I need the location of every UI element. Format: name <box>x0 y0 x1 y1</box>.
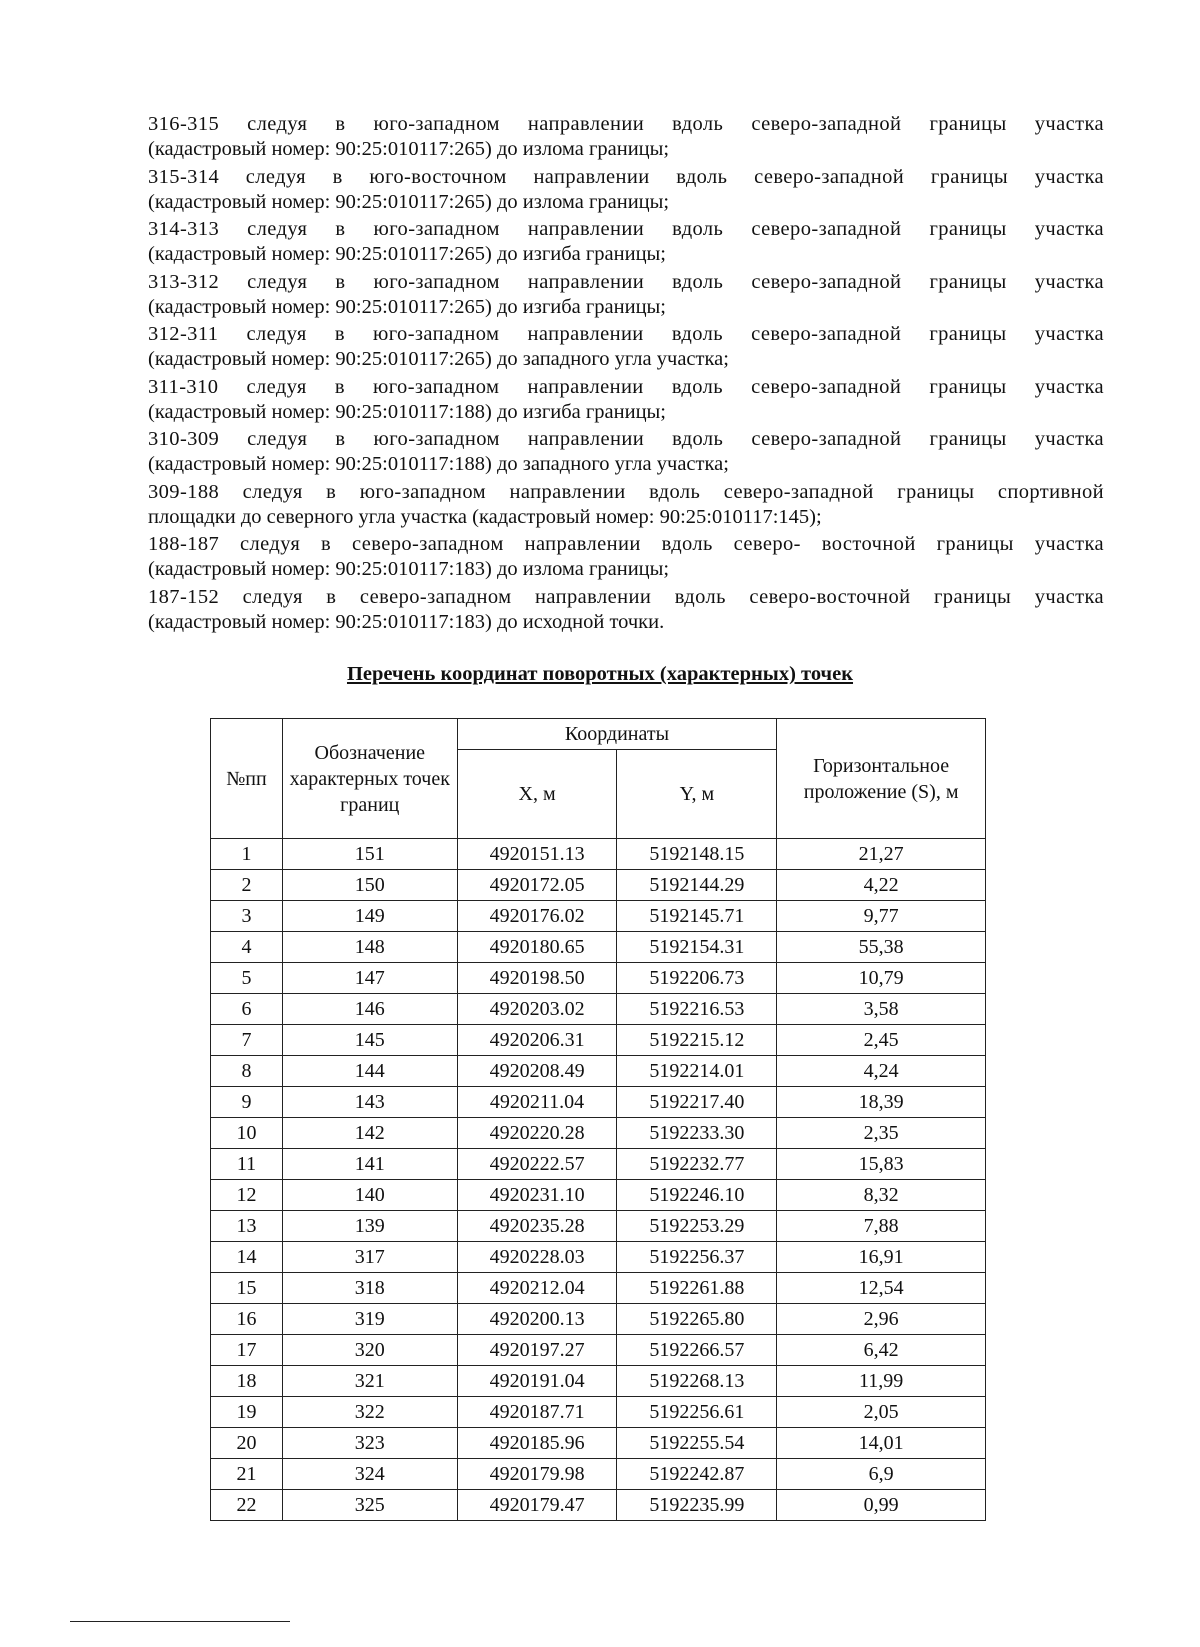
cell-distance: 18,39 <box>777 1087 986 1118</box>
cell-distance: 2,05 <box>777 1397 986 1428</box>
cell-x: 4920235.28 <box>457 1211 617 1242</box>
header-number: №пп <box>211 719 283 839</box>
boundary-paragraph <box>148 480 1104 530</box>
cell-number: 19 <box>211 1397 283 1428</box>
cell-point: 148 <box>282 932 457 963</box>
cell-distance: 55,38 <box>777 932 986 963</box>
table-row <box>211 1087 986 1118</box>
table-row <box>211 1149 986 1180</box>
table-row <box>211 839 986 870</box>
cell-number: 12 <box>211 1180 283 1211</box>
cell-distance: 14,01 <box>777 1428 986 1459</box>
cell-number: 11 <box>211 1149 283 1180</box>
header-x: X, м <box>457 750 617 839</box>
table-row <box>211 1459 986 1490</box>
cell-distance: 2,96 <box>777 1304 986 1335</box>
cell-x: 4920172.05 <box>457 870 617 901</box>
cell-y: 5192246.10 <box>617 1180 777 1211</box>
cell-y: 5192214.01 <box>617 1056 777 1087</box>
cell-number: 22 <box>211 1490 283 1521</box>
cell-number: 8 <box>211 1056 283 1087</box>
paragraph-line: 315-314 следуя в юго-восточном направлении вдоль северо-западной границы участка <box>148 165 1104 188</box>
cell-y: 5192255.54 <box>617 1428 777 1459</box>
table-row <box>211 1490 986 1521</box>
cell-distance: 10,79 <box>777 963 986 994</box>
paragraph-line: 313-312 следуя в юго-западном направлении вдоль северо-западной границы участка <box>148 270 1104 293</box>
cell-x: 4920208.49 <box>457 1056 617 1087</box>
header-coordinates: Координаты <box>457 719 777 750</box>
paragraph-line: (кадастровый номер: 90:25:010117:183) до исходной точки. <box>148 610 665 633</box>
cell-distance: 16,91 <box>777 1242 986 1273</box>
boundary-paragraph <box>148 585 1104 635</box>
table-body <box>211 839 986 1521</box>
table-row <box>211 901 986 932</box>
boundary-description <box>148 112 1104 637</box>
cell-number: 4 <box>211 932 283 963</box>
cell-point: 143 <box>282 1087 457 1118</box>
paragraph-line: 310-309 следуя в юго-западном направлении вдоль северо-западной границы участка <box>148 428 1104 450</box>
cell-number: 10 <box>211 1118 283 1149</box>
cell-point: 141 <box>282 1149 457 1180</box>
table-row <box>211 1397 986 1428</box>
cell-x: 4920185.96 <box>457 1428 617 1459</box>
cell-x: 4920220.28 <box>457 1118 617 1149</box>
paragraph-line: 316-315 следуя в юго-западном направлении вдоль северо-западной границы участка <box>148 113 1104 135</box>
cell-distance: 6,42 <box>777 1335 986 1366</box>
cell-y: 5192148.15 <box>617 839 777 870</box>
cell-distance: 12,54 <box>777 1273 986 1304</box>
cell-x: 4920179.47 <box>457 1490 617 1521</box>
cell-point: 320 <box>282 1335 457 1366</box>
cell-number: 15 <box>211 1273 283 1304</box>
cell-number: 5 <box>211 963 283 994</box>
cell-point: 144 <box>282 1056 457 1087</box>
cell-number: 21 <box>211 1459 283 1490</box>
cell-distance: 4,22 <box>777 870 986 901</box>
table-row <box>211 1118 986 1149</box>
paragraph-line: (кадастровый номер: 90:25:010117:265) до западного угла участка; <box>148 348 729 370</box>
paragraph-line: площадки до северного угла участка (кадастровый номер: 90:25:010117:145); <box>148 505 822 528</box>
cell-y: 5192233.30 <box>617 1118 777 1149</box>
paragraph-line: (кадастровый номер: 90:25:010117:183) до излома границы; <box>148 558 670 580</box>
paragraph-line: 314-313 следуя в юго-западном направлении вдоль северо-западной границы участка <box>148 218 1104 240</box>
cell-distance: 2,35 <box>777 1118 986 1149</box>
cell-x: 4920212.04 <box>457 1273 617 1304</box>
boundary-paragraph <box>148 532 1104 582</box>
cell-y: 5192145.71 <box>617 901 777 932</box>
cell-number: 20 <box>211 1428 283 1459</box>
cell-x: 4920180.65 <box>457 932 617 963</box>
cell-point: 139 <box>282 1211 457 1242</box>
cell-x: 4920200.13 <box>457 1304 617 1335</box>
cell-y: 5192268.13 <box>617 1366 777 1397</box>
table-row <box>211 1304 986 1335</box>
cell-point: 140 <box>282 1180 457 1211</box>
table-row <box>211 1428 986 1459</box>
cell-number: 18 <box>211 1366 283 1397</box>
cell-y: 5192217.40 <box>617 1087 777 1118</box>
header-y: Y, м <box>617 750 777 839</box>
table-row <box>211 963 986 994</box>
cell-y: 5192232.77 <box>617 1149 777 1180</box>
paragraph-line: (кадастровый номер: 90:25:010117:188) до западного угла участка; <box>148 453 729 475</box>
cell-distance: 6,9 <box>777 1459 986 1490</box>
table-row <box>211 1335 986 1366</box>
cell-y: 5192215.12 <box>617 1025 777 1056</box>
cell-point: 317 <box>282 1242 457 1273</box>
cell-x: 4920203.02 <box>457 994 617 1025</box>
cell-distance: 7,88 <box>777 1211 986 1242</box>
boundary-paragraph <box>148 112 1104 162</box>
paragraph-line: (кадастровый номер: 90:25:010117:265) до изгиба границы; <box>148 295 667 318</box>
cell-x: 4920198.50 <box>457 963 617 994</box>
boundary-paragraph <box>148 217 1104 267</box>
cell-x: 4920231.10 <box>457 1180 617 1211</box>
cell-point: 142 <box>282 1118 457 1149</box>
table-row <box>211 1180 986 1211</box>
cell-number: 14 <box>211 1242 283 1273</box>
cell-x: 4920191.04 <box>457 1366 617 1397</box>
table-row <box>211 1273 986 1304</box>
cell-x: 4920222.57 <box>457 1149 617 1180</box>
paragraph-line: 309-188 следуя в юго-западном направлении вдоль северо-западной границы спортивной <box>148 480 1104 503</box>
cell-point: 147 <box>282 963 457 994</box>
cell-y: 5192144.29 <box>617 870 777 901</box>
cell-number: 6 <box>211 994 283 1025</box>
table-row <box>211 870 986 901</box>
footnote-divider <box>70 1621 290 1622</box>
cell-y: 5192261.88 <box>617 1273 777 1304</box>
cell-x: 4920179.98 <box>457 1459 617 1490</box>
paragraph-line: 312-311 следуя в юго-западном направлении вдоль северо-западной границы участка <box>148 323 1104 345</box>
cell-x: 4920211.04 <box>457 1087 617 1118</box>
cell-number: 13 <box>211 1211 283 1242</box>
paragraph-line: 311-310 следуя в юго-западном направлении вдоль северо-западной границы участка <box>148 375 1104 398</box>
cell-distance: 8,32 <box>777 1180 986 1211</box>
table-row <box>211 1366 986 1397</box>
cell-x: 4920206.31 <box>457 1025 617 1056</box>
cell-y: 5192256.61 <box>617 1397 777 1428</box>
cell-x: 4920151.13 <box>457 839 617 870</box>
cell-point: 146 <box>282 994 457 1025</box>
cell-distance: 11,99 <box>777 1366 986 1397</box>
cell-y: 5192206.73 <box>617 963 777 994</box>
cell-x: 4920187.71 <box>457 1397 617 1428</box>
cell-point: 322 <box>282 1397 457 1428</box>
boundary-paragraph <box>148 427 1104 477</box>
cell-distance: 4,24 <box>777 1056 986 1087</box>
paragraph-line: (кадастровый номер: 90:25:010117:265) до излома границы; <box>148 190 670 213</box>
cell-point: 145 <box>282 1025 457 1056</box>
paragraph-line: 187-152 следуя в северо-западном направлении вдоль северо-восточной границы участка <box>148 585 1104 608</box>
boundary-paragraph <box>148 165 1104 215</box>
cell-distance: 9,77 <box>777 901 986 932</box>
cell-distance: 0,99 <box>777 1490 986 1521</box>
cell-y: 5192253.29 <box>617 1211 777 1242</box>
cell-number: 1 <box>211 839 283 870</box>
paragraph-line: (кадастровый номер: 90:25:010117:265) до излома границы; <box>148 138 670 160</box>
cell-distance: 2,45 <box>777 1025 986 1056</box>
cell-x: 4920176.02 <box>457 901 617 932</box>
table-title: Перечень координат поворотных (характерных) точек <box>346 663 854 685</box>
cell-y: 5192216.53 <box>617 994 777 1025</box>
header-point: Обозначение характерных точек границ <box>282 719 457 839</box>
cell-y: 5192154.31 <box>617 932 777 963</box>
boundary-paragraph <box>148 270 1104 320</box>
cell-y: 5192235.99 <box>617 1490 777 1521</box>
cell-number: 16 <box>211 1304 283 1335</box>
table-row <box>211 1056 986 1087</box>
header-distance: Горизонтальное проложение (S), м <box>777 719 986 839</box>
cell-number: 7 <box>211 1025 283 1056</box>
paragraph-line: (кадастровый номер: 90:25:010117:188) до изгиба границы; <box>148 400 667 423</box>
table-row <box>211 1211 986 1242</box>
cell-point: 150 <box>282 870 457 901</box>
cell-y: 5192265.80 <box>617 1304 777 1335</box>
table-row <box>211 932 986 963</box>
cell-point: 318 <box>282 1273 457 1304</box>
cell-point: 321 <box>282 1366 457 1397</box>
coordinates-table <box>210 718 986 1521</box>
boundary-paragraph <box>148 322 1104 372</box>
cell-point: 323 <box>282 1428 457 1459</box>
table-row <box>211 1242 986 1273</box>
cell-number: 17 <box>211 1335 283 1366</box>
cell-y: 5192266.57 <box>617 1335 777 1366</box>
cell-number: 9 <box>211 1087 283 1118</box>
table-row <box>211 1025 986 1056</box>
cell-distance: 21,27 <box>777 839 986 870</box>
boundary-paragraph <box>148 375 1104 425</box>
cell-y: 5192256.37 <box>617 1242 777 1273</box>
cell-x: 4920197.27 <box>457 1335 617 1366</box>
cell-distance: 3,58 <box>777 994 986 1025</box>
table-row <box>211 994 986 1025</box>
cell-y: 5192242.87 <box>617 1459 777 1490</box>
cell-point: 149 <box>282 901 457 932</box>
cell-point: 325 <box>282 1490 457 1521</box>
paragraph-line: (кадастровый номер: 90:25:010117:265) до изгиба границы; <box>148 243 667 265</box>
cell-point: 319 <box>282 1304 457 1335</box>
cell-point: 324 <box>282 1459 457 1490</box>
cell-point: 151 <box>282 839 457 870</box>
cell-x: 4920228.03 <box>457 1242 617 1273</box>
paragraph-line: 188-187 следуя в северо-западном направлении вдоль северо- восточной границы участка <box>148 533 1104 555</box>
cell-distance: 15,83 <box>777 1149 986 1180</box>
cell-number: 3 <box>211 901 283 932</box>
cell-number: 2 <box>211 870 283 901</box>
